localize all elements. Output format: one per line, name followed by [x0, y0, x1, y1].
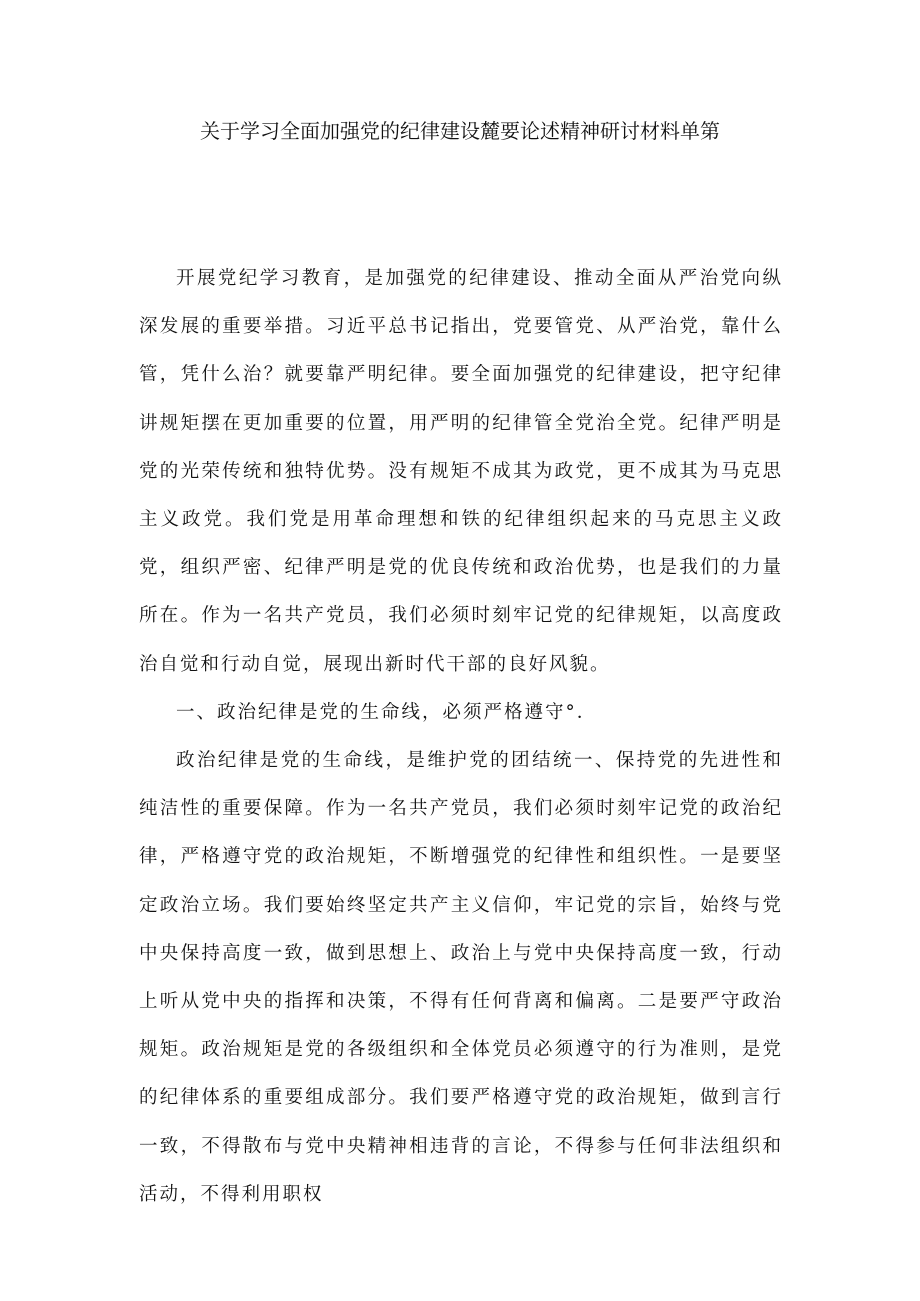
document-body: [139, 255, 783, 1219]
document-title: 关于学习全面加强党的纪律建设麓要论述精神研讨材料单第: [200, 119, 720, 143]
section-heading: 一、政治纪律是党的生命线，必须严格遵守°．: [176, 701, 598, 723]
intro-paragraph: 开展党纪学习教育，是加强党的纪律建设、推动全面从严治党向纵深发展的重要举措。习近平总书记指出，党要管党、从严治党，靠什么管，凭什么治？就要靠严明纪律。要全面加强党的纪律建设，把守纪律讲规矩摆在更加重要的位置，用严明的纪律管全党治全党。纪律严明是党的光荣传统和独特优势。没有规矩不成其为政党，更不成其为马克思主义政党。我们党是用革命理想和铁的纪律组织起来的马克思主义政党，组织严密、纪律严明是党的优良传统和政治优势，也是我们的力量所在。作为一名共产党员，我们必须时刻牢记党的纪律规矩，以高度政治自觉和行动自觉，展现出新时代干部的良好风貌。: [139, 268, 783, 675]
section-paragraph: 政治纪律是党的生命线，是维护党的团结统一、保持党的先进性和纯洁性的重要保障。作为一名共产党员，我们必须时刻牢记党的政治纪律，严格遵守党的政治规矩，不断增强党的纪律性和组织性。一是要坚定政治立场。我们要始终坚定共产主义信仰，牢记党的宗旨，始终与党中央保持高度一致，做到思想上、政治上与党中央保持高度一致，行动上听从党中央的指挥和决策，不得有任何背离和偏离。二是要严守政治规矩。政治规矩是党的各级组织和全体党员必须遵守的行为准则，是党的纪律体系的重要组成部分。我们要严格遵守党的政治规矩，做到言行一致，不得散布与党中央精神相违背的言论，不得参与任何非法组织和活动，不得利用职权: [139, 750, 783, 1205]
